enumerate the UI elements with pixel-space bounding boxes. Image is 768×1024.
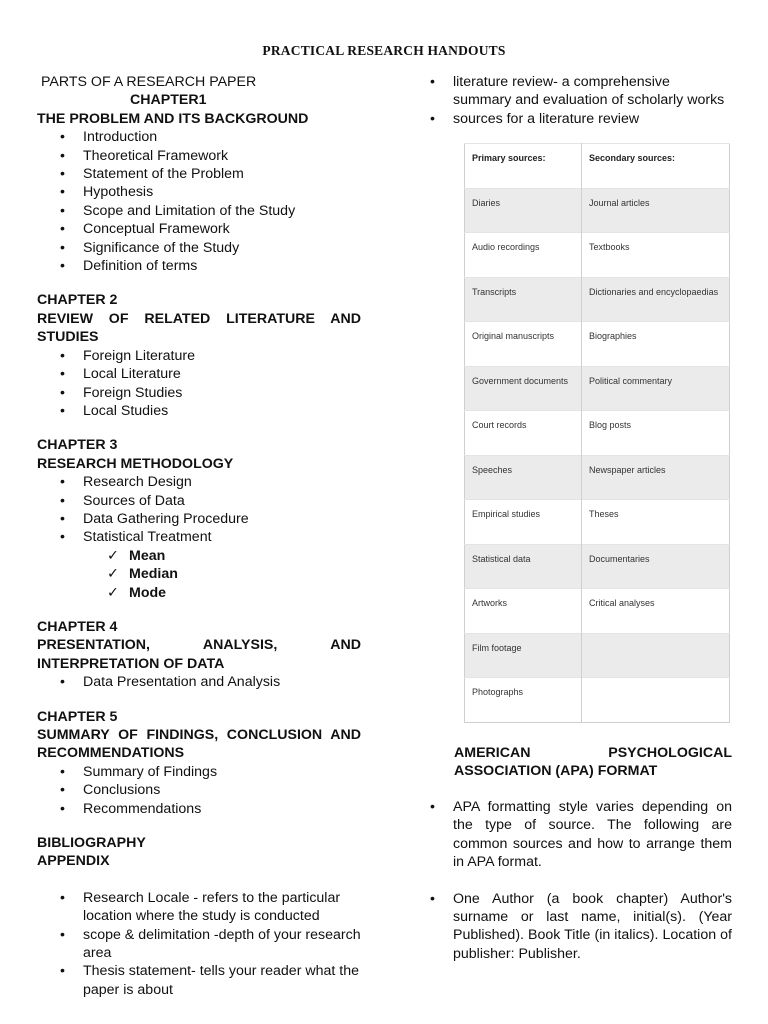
list-item: • Foreign Studies bbox=[37, 384, 361, 402]
table-row bbox=[465, 277, 730, 322]
header-cell: Secondary sources: bbox=[582, 144, 730, 189]
left-column bbox=[37, 73, 361, 999]
chapter1-title: THE PROBLEM AND ITS BACKGROUND bbox=[37, 110, 309, 127]
table-cell: Documentaries bbox=[582, 544, 730, 589]
chapter4-title-line1: PRESENTATION, ANALYSIS, AND bbox=[37, 637, 361, 654]
table-row bbox=[465, 633, 730, 678]
list-item: • Conclusions bbox=[37, 781, 361, 799]
table-cell: Diaries bbox=[465, 188, 582, 233]
table-row bbox=[465, 455, 730, 500]
definition-item: • Thesis statement- tells your reader what the paper is about bbox=[37, 962, 361, 999]
table-row bbox=[465, 589, 730, 634]
parts-heading: PARTS OF A RESEARCH PAPER bbox=[41, 74, 257, 90]
check-item: ✓ Mode bbox=[37, 584, 361, 602]
chapter5-list bbox=[37, 763, 361, 818]
apa-heading-line1: AMERICAN PSYCHOLOGICAL bbox=[454, 745, 732, 761]
table-cell: Journal articles bbox=[582, 188, 730, 233]
table-row bbox=[465, 366, 730, 411]
list-item: • sources for a literature review bbox=[430, 110, 732, 128]
list-item: • Data Presentation and Analysis bbox=[37, 673, 361, 691]
chapter3-title: RESEARCH METHODOLOGY bbox=[37, 455, 234, 472]
table-row bbox=[465, 322, 730, 367]
table-row bbox=[465, 678, 730, 723]
table-row bbox=[465, 233, 730, 278]
chapter1-list bbox=[37, 128, 361, 275]
list-item: • Hypothesis bbox=[37, 183, 361, 201]
check-item: ✓ Median bbox=[37, 565, 361, 583]
table-cell: Critical analyses bbox=[582, 589, 730, 634]
chapter1-label: CHAPTER1 bbox=[130, 92, 207, 109]
list-item: • Theoretical Framework bbox=[37, 147, 361, 165]
list-item: • Local Studies bbox=[37, 402, 361, 420]
table-cell: Photographs bbox=[465, 678, 582, 723]
list-item: • Local Literature bbox=[37, 365, 361, 383]
apa-heading bbox=[454, 744, 732, 781]
table-header-row bbox=[465, 144, 730, 189]
chapter3-label: CHAPTER 3 bbox=[37, 437, 118, 454]
table-cell: Government documents bbox=[465, 366, 582, 411]
list-item: • Introduction bbox=[37, 128, 361, 146]
table-cell: Blog posts bbox=[582, 411, 730, 456]
table-cell: Speeches bbox=[465, 455, 582, 500]
list-item: • Foreign Literature bbox=[37, 347, 361, 365]
chapter4-title-line2: INTERPRETATION OF DATA bbox=[37, 655, 225, 672]
sources-table bbox=[464, 143, 730, 723]
table-cell: Audio recordings bbox=[465, 233, 582, 278]
table-cell: Newspaper articles bbox=[582, 455, 730, 500]
apa-list bbox=[430, 798, 732, 963]
check-item: ✓ Mean bbox=[37, 547, 361, 565]
chapter3-list bbox=[37, 473, 361, 547]
list-item: • Statement of the Problem bbox=[37, 165, 361, 183]
list-item: • Scope and Limitation of the Study bbox=[37, 202, 361, 220]
table-row bbox=[465, 411, 730, 456]
statistical-treatment-sublist bbox=[37, 547, 361, 602]
chapter2-list bbox=[37, 347, 361, 421]
definition-item: • scope & delimitation -depth of your research area bbox=[37, 926, 361, 963]
table-cell: Textbooks bbox=[582, 233, 730, 278]
list-item: • Definition of terms bbox=[37, 257, 361, 275]
apa-item: • APA formatting style varies depending on the type of source. The following are common sources and how to arrange them in APA format. bbox=[430, 798, 732, 872]
chapter5-label: CHAPTER 5 bbox=[37, 708, 118, 725]
list-item: • literature review- a comprehensive summary and evaluation of scholarly works bbox=[430, 73, 732, 110]
appendix-heading: APPENDIX bbox=[37, 853, 110, 870]
page-title: PRACTICAL RESEARCH HANDOUTS bbox=[262, 43, 506, 58]
table-cell: Empirical studies bbox=[465, 500, 582, 545]
table-cell bbox=[582, 678, 730, 723]
chapter2-label: CHAPTER 2 bbox=[37, 292, 118, 309]
chapter4-list bbox=[37, 673, 361, 691]
list-item: • Summary of Findings bbox=[37, 763, 361, 781]
list-item: • Recommendations bbox=[37, 800, 361, 818]
table-cell: Statistical data bbox=[465, 544, 582, 589]
table-cell: Film footage bbox=[465, 633, 582, 678]
header-cell: Primary sources: bbox=[465, 144, 582, 189]
chapter2-title-line2: STUDIES bbox=[37, 329, 99, 346]
table-cell: Original manuscripts bbox=[465, 322, 582, 367]
list-item: • Statistical Treatment bbox=[37, 528, 361, 546]
definitions-list bbox=[37, 889, 361, 999]
chapter2-title-line1: REVIEW OF RELATED LITERATURE AND bbox=[37, 310, 361, 327]
definition-item: • Research Locale - refers to the particular location where the study is conducted bbox=[37, 889, 361, 926]
table-cell: Dictionaries and encyclopaedias bbox=[582, 277, 730, 322]
table-cell: Artworks bbox=[465, 589, 582, 634]
table-row bbox=[465, 544, 730, 589]
table-cell bbox=[582, 633, 730, 678]
bibliography-heading: BIBLIOGRAPHY bbox=[37, 835, 146, 852]
list-item: • Conceptual Framework bbox=[37, 220, 361, 238]
table-cell: Court records bbox=[465, 411, 582, 456]
chapter5-title-line1: SUMMARY OF FINDINGS, CONCLUSION AND bbox=[37, 727, 361, 743]
table-row bbox=[465, 188, 730, 233]
list-item: • Significance of the Study bbox=[37, 239, 361, 257]
right-column bbox=[430, 73, 732, 128]
apa-section bbox=[430, 798, 732, 963]
table-cell: Biographies bbox=[582, 322, 730, 367]
table-cell: Theses bbox=[582, 500, 730, 545]
chapter4-label: CHAPTER 4 bbox=[37, 618, 118, 635]
table-row bbox=[465, 500, 730, 545]
list-item: • Data Gathering Procedure bbox=[37, 510, 361, 528]
apa-item: • One Author (a book chapter) Author's surname or last name, initial(s). (Year Published). Book Title (in italics). Location of publisher: Publisher. bbox=[430, 890, 732, 964]
literature-review-list bbox=[430, 73, 732, 128]
table-cell: Transcripts bbox=[465, 277, 582, 322]
list-item: • Sources of Data bbox=[37, 492, 361, 510]
chapter5-title-line2: RECOMMENDATIONS bbox=[37, 745, 185, 762]
apa-heading-line2: ASSOCIATION (APA) FORMAT bbox=[454, 763, 658, 780]
table-cell: Political commentary bbox=[582, 366, 730, 411]
list-item: • Research Design bbox=[37, 473, 361, 491]
